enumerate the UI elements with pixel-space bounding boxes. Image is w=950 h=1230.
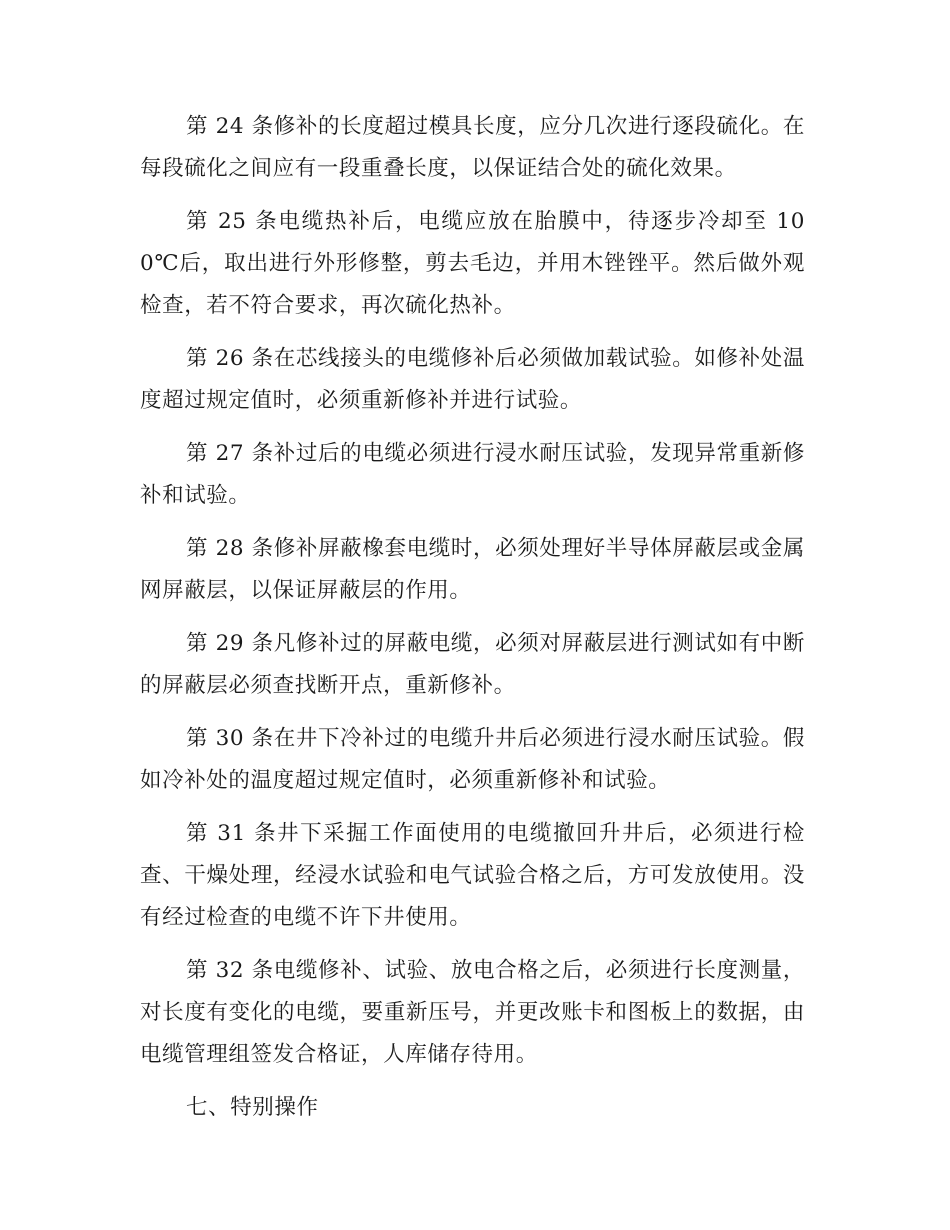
article-25-paragraph: 第 25 条电缆热补后，电缆应放在胎膜中，待逐步冷却至 100℃后，取出进行外形修整，剪去毛边，并用木锉锉平。然后做外观检查，若不符合要求，再次硫化热补。 — [140, 209, 805, 318]
article-32-paragraph: 第 32 条电缆修补、试验、放电合格之后，必须进行长度测量，对长度有变化的电缆，要重新压号，并更改账卡和图板上的数据，由电缆管理组签发合格证，人库储存待用。 — [140, 958, 805, 1067]
article-27-paragraph: 第 27 条补过后的电缆必须进行浸水耐压试验，发现异常重新修补和试验。 — [140, 441, 805, 508]
article-29-paragraph: 第 29 条凡修补过的屏蔽电缆，必须对屏蔽层进行测试如有中断的屏蔽层必须查找断开点，重新修补。 — [140, 631, 805, 698]
article-28-paragraph: 第 28 条修补屏蔽橡套电缆时，必须处理好半导体屏蔽层或金属网屏蔽层，以保证屏蔽层的作用。 — [140, 536, 805, 603]
document-body — [140, 106, 805, 1129]
article-26-paragraph: 第 26 条在芯线接头的电缆修补后必须做加载试验。如修补处温度超过规定值时，必须重新修补并进行试验。 — [140, 346, 805, 413]
article-31-paragraph: 第 31 条井下采掘工作面使用的电缆撤回升井后，必须进行检查、干燥处理，经浸水试验和电气试验合格之后，方可发放使用。没有经过检查的电缆不许下井使用。 — [140, 821, 805, 930]
article-24-paragraph: 第 24 条修补的长度超过模具长度，应分几次进行逐段硫化。在每段硫化之间应有一段重叠长度，以保证结合处的硫化效果。 — [140, 114, 805, 181]
section-heading: 七、特别操作 — [186, 1095, 319, 1120]
article-30-paragraph: 第 30 条在井下冷补过的电缆升井后必须进行浸水耐压试验。假如冷补处的温度超过规定值时，必须重新修补和试验。 — [140, 726, 805, 793]
